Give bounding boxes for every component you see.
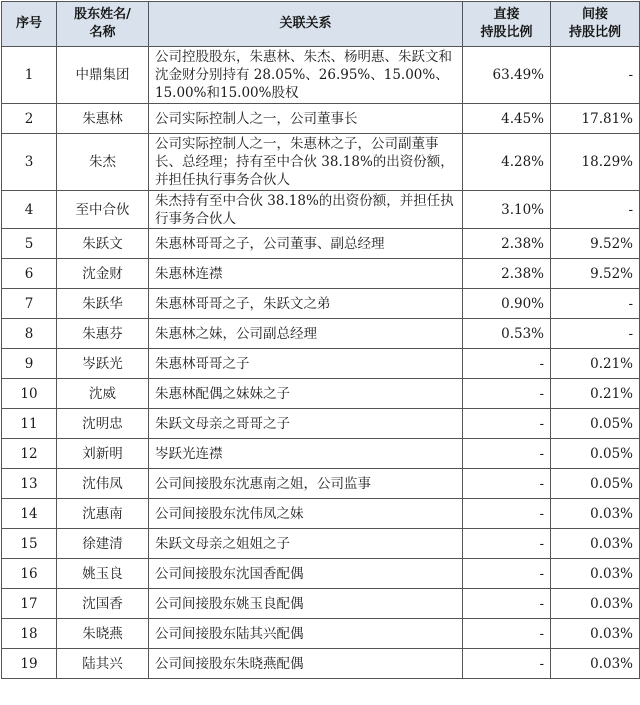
cell-relation: 公司间接股东朱晓燕配偶 xyxy=(149,649,463,679)
cell-seq: 17 xyxy=(2,589,57,619)
cell-indirect: 0.03% xyxy=(551,499,640,529)
cell-indirect: 0.05% xyxy=(551,409,640,439)
cell-relation: 朱杰持有至中合伙 38.18%的出资份额，并担任执行事务合伙人 xyxy=(149,191,463,229)
cell-seq: 19 xyxy=(2,649,57,679)
cell-indirect: 0.03% xyxy=(551,559,640,589)
table-row xyxy=(2,191,640,229)
cell-indirect: 9.52% xyxy=(551,229,640,259)
cell-name: 沈伟凤 xyxy=(57,469,149,499)
cell-indirect: 0.05% xyxy=(551,439,640,469)
cell-direct: - xyxy=(463,649,551,679)
cell-seq: 18 xyxy=(2,619,57,649)
table-row xyxy=(2,289,640,319)
cell-relation: 公司间接股东沈伟凤之妹 xyxy=(149,499,463,529)
cell-relation: 朱惠林配偶之妹妹之子 xyxy=(149,379,463,409)
header-indirect: 间接 持股比例 xyxy=(551,2,640,47)
cell-direct: 63.49% xyxy=(463,47,551,104)
cell-name: 朱跃文 xyxy=(57,229,149,259)
cell-relation: 公司实际控制人之一，公司董事长 xyxy=(149,104,463,134)
cell-seq: 16 xyxy=(2,559,57,589)
cell-seq: 8 xyxy=(2,319,57,349)
cell-indirect: 0.03% xyxy=(551,589,640,619)
cell-relation: 朱惠林之妹，公司副总经理 xyxy=(149,319,463,349)
cell-relation: 岑跃光连襟 xyxy=(149,439,463,469)
cell-seq: 2 xyxy=(2,104,57,134)
cell-name: 至中合伙 xyxy=(57,191,149,229)
cell-direct: - xyxy=(463,499,551,529)
header-direct: 直接 持股比例 xyxy=(463,2,551,47)
table-row xyxy=(2,134,640,191)
header-seq: 序号 xyxy=(2,2,57,47)
cell-direct: 2.38% xyxy=(463,229,551,259)
cell-direct: 0.90% xyxy=(463,289,551,319)
cell-relation: 朱惠林哥哥之子，朱跃文之弟 xyxy=(149,289,463,319)
header-relation: 关联关系 xyxy=(149,2,463,47)
cell-seq: 5 xyxy=(2,229,57,259)
cell-name: 沈惠南 xyxy=(57,499,149,529)
cell-relation: 朱跃文母亲之哥哥之子 xyxy=(149,409,463,439)
cell-indirect: - xyxy=(551,191,640,229)
cell-direct: - xyxy=(463,349,551,379)
cell-name: 岑跃光 xyxy=(57,349,149,379)
cell-name: 姚玉良 xyxy=(57,559,149,589)
cell-name: 陆其兴 xyxy=(57,649,149,679)
cell-name: 朱跃华 xyxy=(57,289,149,319)
table-row xyxy=(2,619,640,649)
cell-seq: 1 xyxy=(2,47,57,104)
header-name: 股东姓名/ 名称 xyxy=(57,2,149,47)
cell-relation: 公司间接股东沈国香配偶 xyxy=(149,559,463,589)
table-row xyxy=(2,589,640,619)
cell-indirect: - xyxy=(551,47,640,104)
cell-seq: 9 xyxy=(2,349,57,379)
cell-name: 沈金财 xyxy=(57,259,149,289)
cell-name: 朱惠芬 xyxy=(57,319,149,349)
shareholder-relations-table xyxy=(1,1,640,679)
cell-seq: 4 xyxy=(2,191,57,229)
cell-name: 中鼎集团 xyxy=(57,47,149,104)
cell-indirect: - xyxy=(551,319,640,349)
cell-relation: 朱惠林连襟 xyxy=(149,259,463,289)
cell-indirect: 17.81% xyxy=(551,104,640,134)
cell-indirect: 0.03% xyxy=(551,619,640,649)
cell-direct: 0.53% xyxy=(463,319,551,349)
table-row xyxy=(2,319,640,349)
cell-direct: - xyxy=(463,469,551,499)
cell-seq: 3 xyxy=(2,134,57,191)
cell-name: 沈明忠 xyxy=(57,409,149,439)
cell-relation: 朱跃文母亲之姐姐之子 xyxy=(149,529,463,559)
cell-seq: 12 xyxy=(2,439,57,469)
table-row xyxy=(2,379,640,409)
cell-direct: - xyxy=(463,529,551,559)
cell-indirect: 9.52% xyxy=(551,259,640,289)
cell-indirect: 0.03% xyxy=(551,529,640,559)
table-row xyxy=(2,529,640,559)
cell-direct: 4.28% xyxy=(463,134,551,191)
table-row xyxy=(2,649,640,679)
cell-direct: - xyxy=(463,589,551,619)
table-row xyxy=(2,104,640,134)
cell-seq: 14 xyxy=(2,499,57,529)
header-row xyxy=(2,2,640,47)
cell-relation: 公司间接股东姚玉良配偶 xyxy=(149,589,463,619)
cell-seq: 10 xyxy=(2,379,57,409)
table-row xyxy=(2,229,640,259)
cell-name: 朱晓燕 xyxy=(57,619,149,649)
table-row xyxy=(2,469,640,499)
table-row xyxy=(2,439,640,469)
cell-seq: 13 xyxy=(2,469,57,499)
cell-name: 刘新明 xyxy=(57,439,149,469)
cell-indirect: 0.21% xyxy=(551,379,640,409)
cell-seq: 15 xyxy=(2,529,57,559)
cell-name: 朱杰 xyxy=(57,134,149,191)
cell-relation: 朱惠林哥哥之子 xyxy=(149,349,463,379)
cell-name: 沈国香 xyxy=(57,589,149,619)
cell-direct: 3.10% xyxy=(463,191,551,229)
cell-indirect: 18.29% xyxy=(551,134,640,191)
table-row xyxy=(2,559,640,589)
table-row xyxy=(2,47,640,104)
cell-indirect: - xyxy=(551,289,640,319)
table-row xyxy=(2,409,640,439)
cell-relation: 公司控股股东，朱惠林、朱杰、杨明惠、朱跃文和沈金财分别持有 28.05%、26.95%、15.00%、15.00%和15.00%股权 xyxy=(149,47,463,104)
cell-relation: 公司实际控制人之一，朱惠林之子，公司副董事长、总经理；持有至中合伙 38.18%的出资份额，并担任执行事务合伙人 xyxy=(149,134,463,191)
cell-direct: - xyxy=(463,559,551,589)
cell-indirect: 0.03% xyxy=(551,649,640,679)
cell-relation: 朱惠林哥哥之子，公司董事、副总经理 xyxy=(149,229,463,259)
cell-seq: 11 xyxy=(2,409,57,439)
cell-direct: - xyxy=(463,409,551,439)
table-row xyxy=(2,499,640,529)
cell-seq: 7 xyxy=(2,289,57,319)
cell-direct: 4.45% xyxy=(463,104,551,134)
table-row xyxy=(2,349,640,379)
cell-relation: 公司间接股东陆其兴配偶 xyxy=(149,619,463,649)
cell-relation: 公司间接股东沈惠南之姐，公司监事 xyxy=(149,469,463,499)
cell-name: 徐建清 xyxy=(57,529,149,559)
cell-direct: - xyxy=(463,379,551,409)
cell-name: 沈威 xyxy=(57,379,149,409)
cell-direct: - xyxy=(463,439,551,469)
cell-name: 朱惠林 xyxy=(57,104,149,134)
table-row xyxy=(2,259,640,289)
cell-indirect: 0.05% xyxy=(551,469,640,499)
cell-direct: - xyxy=(463,619,551,649)
cell-seq: 6 xyxy=(2,259,57,289)
cell-indirect: 0.21% xyxy=(551,349,640,379)
cell-direct: 2.38% xyxy=(463,259,551,289)
